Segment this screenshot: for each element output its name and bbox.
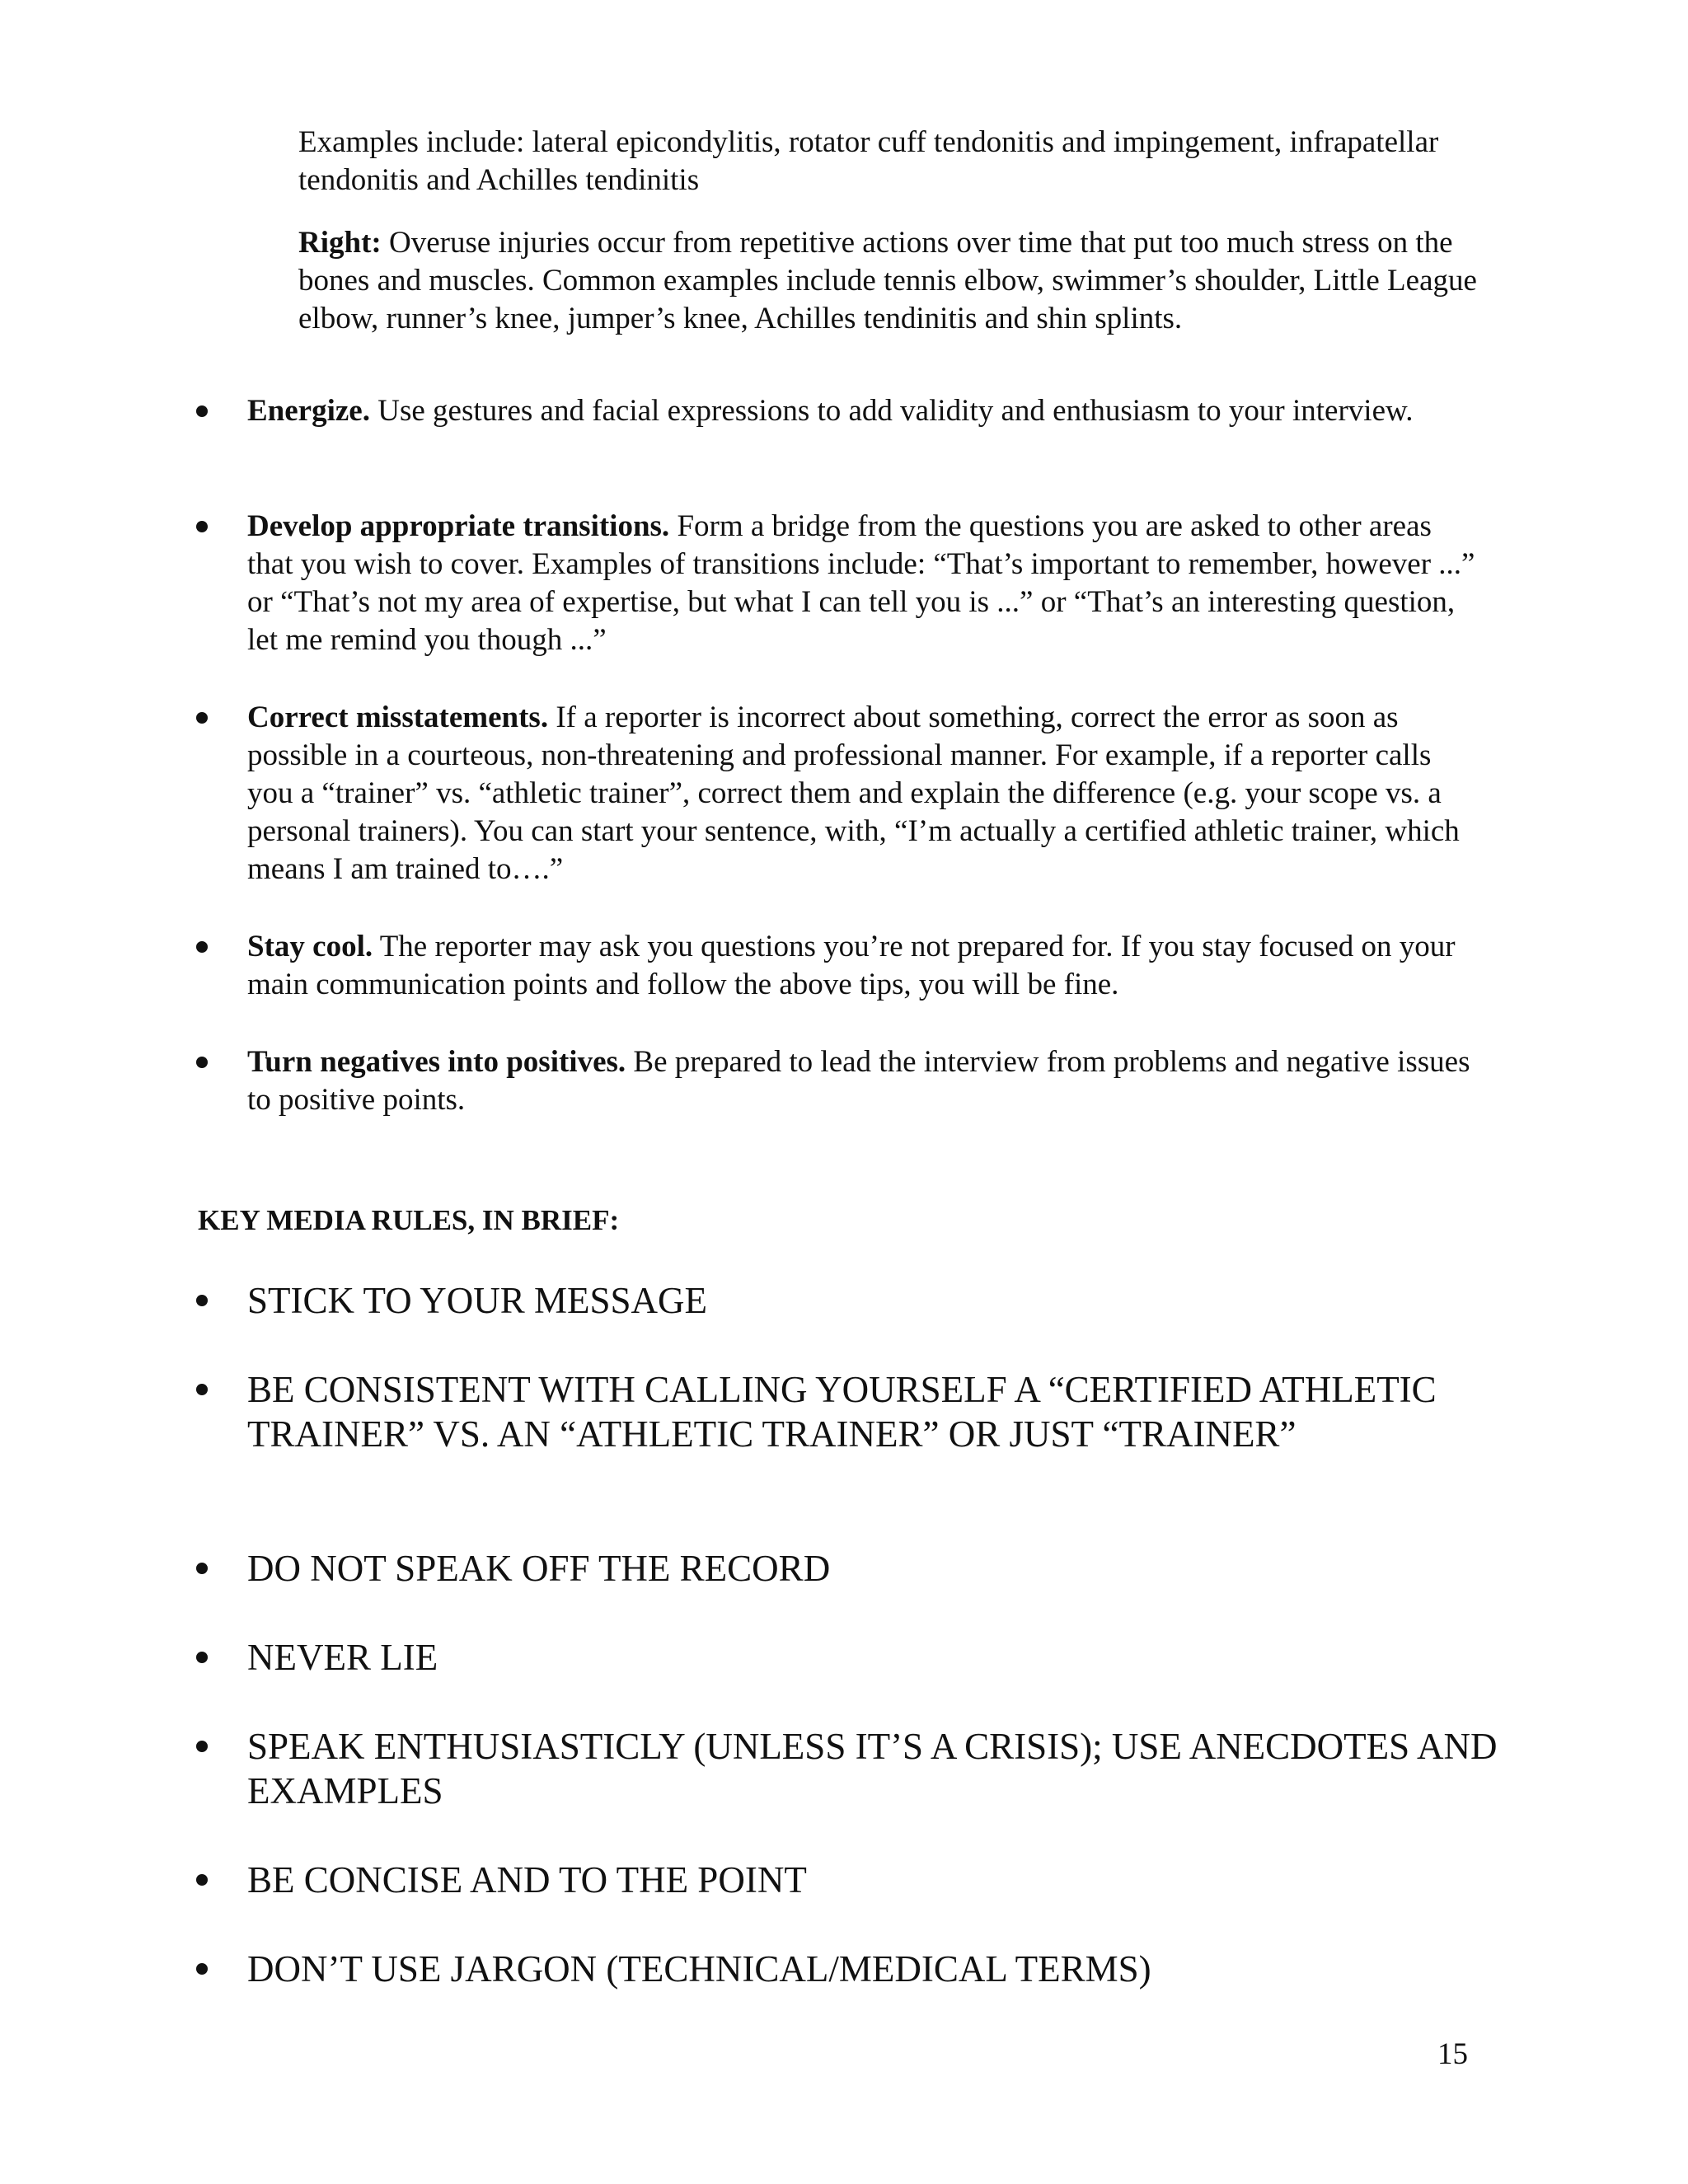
key-rule: BE CONSISTENT WITH CALLING YOURSELF A “CERTIFIED ATHLETIC TRAINER” VS. AN “ATHLETIC TRAINER” OR JUST “TRAINER”: [247, 1369, 1437, 1455]
tip-transitions: [247, 508, 1484, 659]
bullet-icon: [196, 1367, 208, 1412]
tip-text: The reporter may ask you questions you’re not prepared for. If you stay focused on your main communication points and follow the above tips, you will be fine.: [247, 930, 1456, 1001]
tip-text: Form a bridge from the questions you are asked to other areas that you wish to cover. Examples of transitions include: “That’s important to remember, however ...” or “That’s not my area of expertise, but what I can tell you is ...” or “That’s an interesting question, let me remind you though ...”: [247, 509, 1475, 657]
tip-stay-cool: [247, 928, 1484, 1004]
bullet-icon: [196, 1278, 208, 1323]
key-rule: SPEAK ENTHUSIASTICLY (UNLESS IT’S A CRISIS); USE ANECDOTES AND EXAMPLES: [247, 1726, 1498, 1811]
tip-title: Turn negatives into positives.: [247, 1045, 626, 1079]
bullet-icon: [196, 1724, 208, 1769]
tip-negatives: [247, 1043, 1484, 1119]
bullet-icon: [196, 928, 208, 966]
bullet-icon: [196, 1947, 208, 1991]
key-rule: DO NOT SPEAK OFF THE RECORD: [247, 1548, 831, 1589]
right-text: Overuse injuries occur from repetitive actions over time that put too much stress on the bones and muscles. Common examples include tennis elbow, swimmer’s shoulder, Little League elbow, runner’s knee, jumper’s knee, Achilles tendinitis and shin splints.: [298, 226, 1477, 335]
key-rule: DON’T USE JARGON (TECHNICAL/MEDICAL TERMS): [247, 1948, 1151, 1990]
bullet-icon: [196, 508, 208, 546]
right-label: Right:: [298, 226, 382, 260]
tip-energize: [247, 392, 1484, 430]
tip-title: Develop appropriate transitions.: [247, 509, 670, 543]
key-rule: STICK TO YOUR MESSAGE: [247, 1280, 707, 1321]
key-rules-heading: KEY MEDIA RULES, IN BRIEF:: [198, 1204, 620, 1236]
tip-text: Use gestures and facial expressions to add validity and enthusiasm to your interview.: [369, 394, 1414, 428]
key-rule: BE CONCISE AND TO THE POINT: [247, 1859, 807, 1900]
page-number: 15: [1437, 2037, 1468, 2071]
tip-title: Energize.: [247, 394, 370, 428]
tip-title: Stay cool.: [247, 930, 373, 963]
bullet-icon: [196, 1635, 208, 1680]
bullet-icon: [196, 1043, 208, 1081]
tip-misstatements: [247, 699, 1484, 888]
tip-text: Be prepared to lead the interview from problems and negative issues to positive points.: [247, 1045, 1470, 1117]
bullet-icon: [196, 1546, 208, 1591]
bullet-icon: [196, 699, 208, 737]
tip-text: If a reporter is incorrect about something, correct the error as soon as possible in a courteous, non-threatening and professional manner. For example, if a reporter calls you a “trainer” vs. “athletic trainer”, correct them and explain the difference (e.g. your scope vs. a personal trainers). You can start your sentence, with, “I’m actually a certified athletic trainer, which means I am trained to….”: [247, 701, 1460, 886]
tip-title: Correct misstatements.: [247, 701, 549, 734]
bullet-icon: [196, 392, 208, 430]
examples-paragraph: [298, 124, 1493, 199]
right-paragraph: [298, 224, 1493, 338]
bullet-icon: [196, 1858, 208, 1902]
examples-text: Examples include: lateral epicondylitis, rotator cuff tendonitis and impingement, infrapatellar tendonitis and Achilles tendinitis: [298, 125, 1439, 197]
key-rule: NEVER LIE: [247, 1637, 438, 1678]
